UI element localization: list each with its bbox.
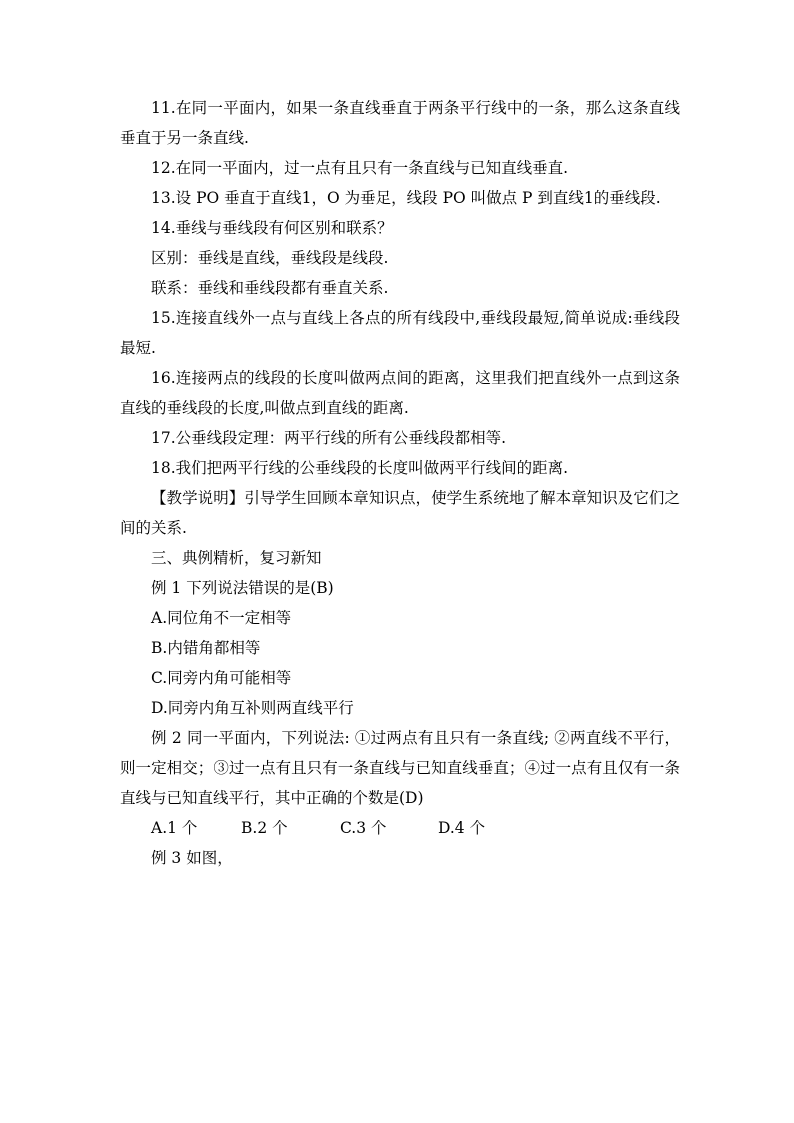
paragraph-18: 18.我们把两平行线的公垂线段的长度叫做两平行线间的距离. [151, 459, 569, 477]
paragraph-14: 14.垂线与垂线段有何区别和联系？ [151, 219, 393, 237]
example-1-option-b: B.内错角都相等 [151, 639, 261, 657]
example-2-question: 例 2 同一平面内，下列说法: ①过两点有且只有一条直线; ②两直线不平行，则一定相交；③过一点有且只有一条直线与已知直线垂直；④过一点有且仅有一条直线与已知直线平行，其中正确的个数是(D) [120, 729, 680, 807]
example-3-question: 例 3 如图， [151, 849, 233, 867]
paragraph-relation: 联系：垂线和垂线段都有垂直关系. [151, 279, 389, 297]
example-2-option-d: D.4 个 [438, 819, 486, 837]
example-2-option-a: A.1 个 [151, 819, 198, 837]
document-page [120, 93, 680, 873]
section-heading: 三、典例精析，复习新知 [151, 549, 322, 567]
paragraph-16: 16.连接两点的线段的长度叫做两点间的距离，这里我们把直线外一点到这条直线的垂线段的长度,叫做点到直线的距离. [120, 369, 680, 417]
paragraph-difference: 区别：垂线是直线，垂线段是线段. [151, 249, 389, 267]
paragraph-12: 12.在同一平面内，过一点有且只有一条直线与已知直线垂直. [151, 159, 569, 177]
example-1-option-d: D.同旁内角互补则两直线平行 [151, 699, 354, 717]
paragraph-17: 17.公垂线段定理：两平行线的所有公垂线段都相等. [151, 429, 507, 447]
teaching-note: 【教学说明】引导学生回顾本章知识点，使学生系统地了解本章知识及它们之间的关系. [120, 489, 680, 537]
example-2-option-c: C.3 个 [340, 819, 387, 837]
example-2-option-b: B.2 个 [241, 819, 288, 837]
example-1-question: 例 1 下列说法错误的是(B) [151, 579, 334, 597]
paragraph-15: 15.连接直线外一点与直线上各点的所有线段中,垂线段最短,简单说成:垂线段最短. [120, 309, 680, 357]
paragraph-13: 13.设 PO 垂直于直线1，O 为垂足，线段 PO 叫做点 P 到直线1的垂线段. [151, 189, 661, 207]
paragraph-11: 11.在同一平面内，如果一条直线垂直于两条平行线中的一条，那么这条直线垂直于另一条直线. [120, 99, 680, 147]
example-1-option-c: C.同旁内角可能相等 [151, 669, 292, 687]
example-1-option-a: A.同位角不一定相等 [151, 609, 292, 627]
example-2-options [120, 813, 680, 843]
